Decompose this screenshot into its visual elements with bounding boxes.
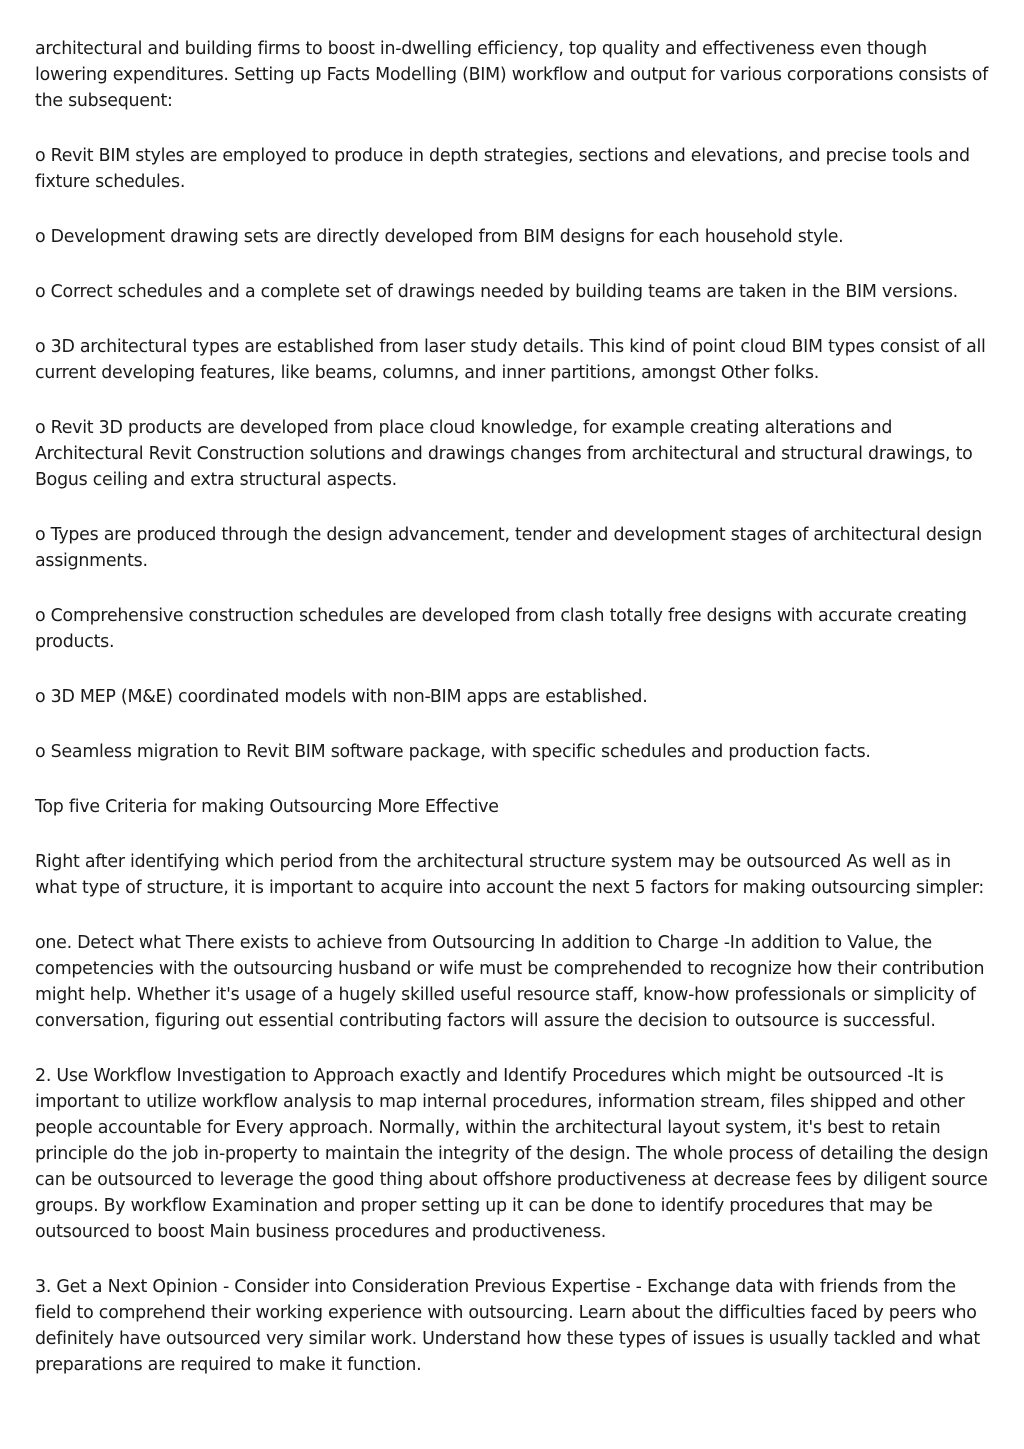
bullet-item: o Revit 3D products are developed from place cloud knowledge, for example creating alterations and Architectural Revit Construction solutions and drawings changes from architectural and structural drawings, to Bogus ceiling and extra structural aspects. <box>35 418 973 490</box>
intro-paragraph: architectural and building firms to boost in-dwelling efficiency, top quality and effectiveness even though lowering expenditures. Setting up Facts Modelling (BIM) workflow and output for various corporations consists of the subsequent: <box>35 39 989 111</box>
bullet-item: o 3D MEP (M&E) coordinated models with non-BIM apps are established. <box>35 687 648 707</box>
bullet-item: o Comprehensive construction schedules are developed from clash totally free designs with accurate creating products. <box>35 606 967 652</box>
bullet-item: o 3D architectural types are established from laser study details. This kind of point cloud BIM types consist of all current developing features, like beams, columns, and inner partitions, amongst Other folks. <box>35 337 986 383</box>
numbered-item: 2. Use Workflow Investigation to Approach exactly and Identify Procedures which might be outsourced -It is important to utilize workflow analysis to map internal procedures, information stream, files shipped and other people accountable for Every approach. Normally, within the architectural layout system, it's best to retain principle do the job in-property to maintain the integrity of the design. The whole process of detailing the design can be outsourced to leverage the good thing about offshore productiveness at decrease fees by diligent source groups. By workflow Examination and proper setting up it can be done to identify procedures that may be outsourced to boost Main business procedures and productiveness. <box>35 1066 989 1242</box>
bullet-item: o Revit BIM styles are employed to produce in depth strategies, sections and elevations, and precise tools and fixture schedules. <box>35 146 970 192</box>
body-paragraph: Right after identifying which period from the architectural structure system may be outsourced As well as in what type of structure, it is important to acquire into account the next 5 factors for making outsourcing simpler: <box>35 852 985 898</box>
bullet-item: o Development drawing sets are directly developed from BIM designs for each household style. <box>35 227 844 247</box>
bullet-item: o Seamless migration to Revit BIM software package, with specific schedules and production facts. <box>35 742 871 762</box>
bullet-item: o Correct schedules and a complete set of drawings needed by building teams are taken in the BIM versions. <box>35 282 958 302</box>
numbered-item: 3. Get a Next Opinion - Consider into Consideration Previous Expertise - Exchange data with friends from the field to comprehend their working experience with outsourcing. Learn about the difficulties faced by peers who definitely have outsourced very similar work. Understand how these types of issues is usually tackled and what preparations are required to make it function. <box>35 1277 980 1375</box>
document-body <box>35 36 995 1407</box>
numbered-item: one. Detect what There exists to achieve from Outsourcing In addition to Charge -In addition to Value, the competencies with the outsourcing husband or wife must be comprehended to recognize how their contribution might help. Whether it's usage of a hugely skilled useful resource staff, know-how professionals or simplicity of conversation, figuring out essential contributing factors will assure the decision to outsource is successful. <box>35 933 985 1031</box>
section-heading: Top five Criteria for making Outsourcing More Effective <box>35 797 499 817</box>
bullet-item: o Types are produced through the design advancement, tender and development stages of architectural design assignments. <box>35 525 983 571</box>
